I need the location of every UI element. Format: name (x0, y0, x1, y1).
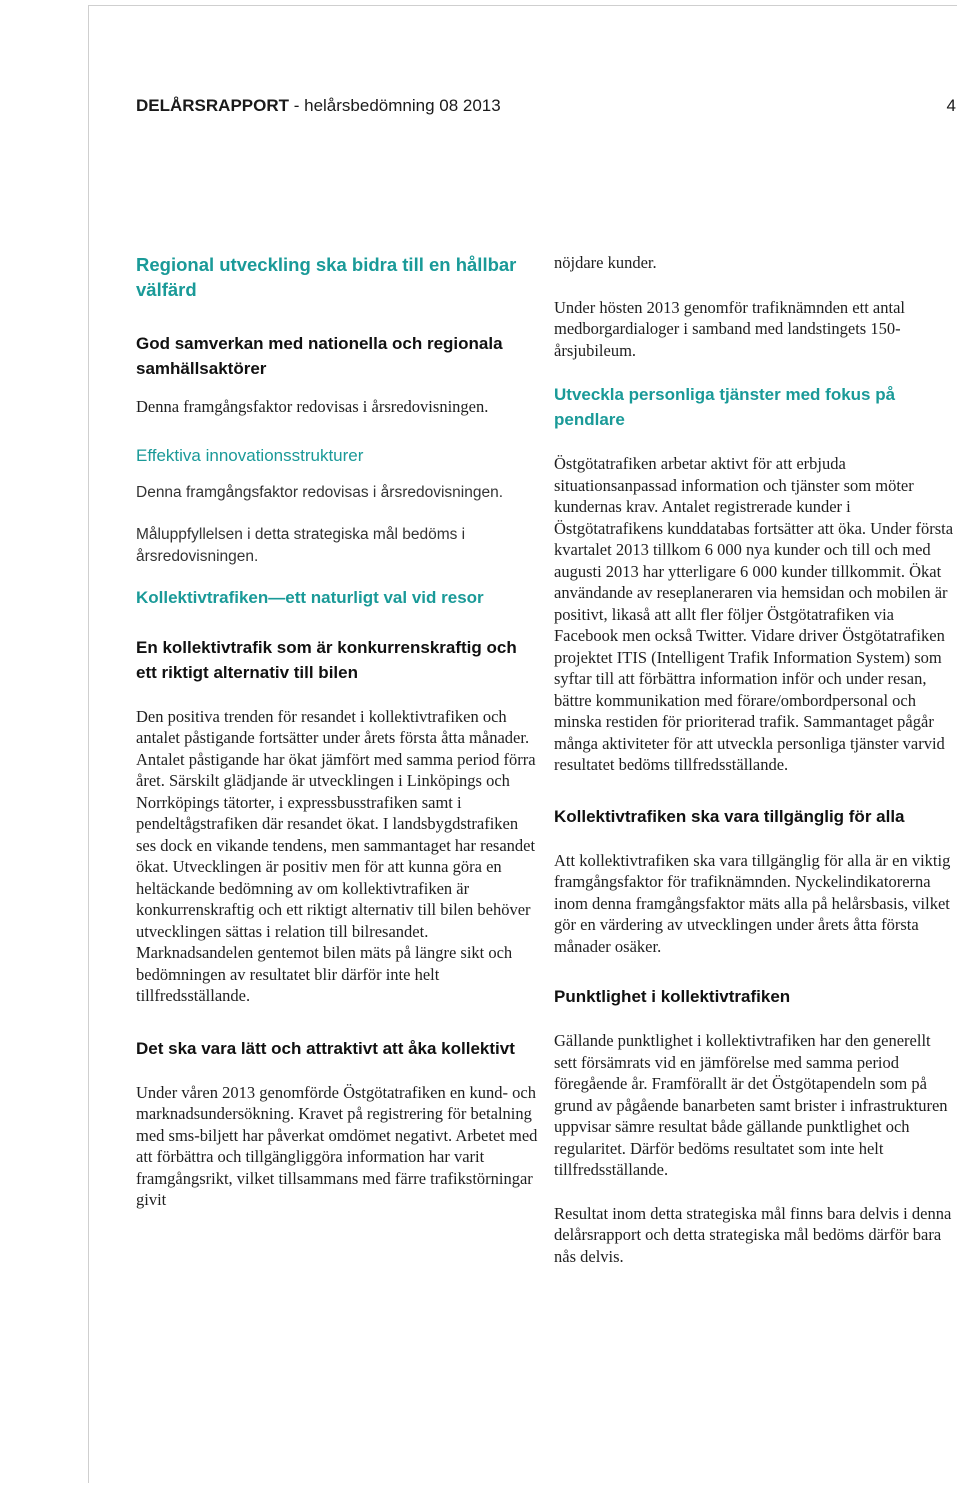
right-column (554, 252, 956, 1267)
paragraph-kund-och-marknadsundersokning: Under våren 2013 genomförde Östgötatrafiken en kund- och marknadsundersökning. Kravet på registrering för betalning med sms-biljett har påverkat omdömet negativt. Arbetet med att förbättra och tillgängliggöra information har varit framgångsrikt, vilket tillsammans med färre trafikstörningar givit (136, 1082, 538, 1209)
heading-kollektivtrafiken-naturligt-val: Kollektivtrafiken—ett naturligt val vid resor (136, 587, 484, 607)
paragraph-nojdare-kunder: nöjdare kunder. (554, 253, 657, 272)
heading-tillganglig-for-alla: Kollektivtrafiken ska vara tillgänglig för alla (554, 806, 905, 826)
paragraph-framgangsfaktor-1: Denna framgångsfaktor redovisas i årsredovisningen. (136, 397, 489, 416)
paragraph-framgangsfaktor-2: Denna framgångsfaktor redovisas i årsredovisningen. (136, 483, 504, 501)
heading-regional-utveckling: Regional utveckling ska bidra till en hållbar välfärd (136, 254, 517, 300)
paragraph-punktlighet: Gällande punktlighet i kollektivtrafiken har den generellt sett försämrats vid en jämförelse med samma period föregående år. Framförallt är det Östgötapendeln som på grund av pågående banarbeten samt brister i infrastrukturen uppvisar sämre resultat både gällande punktlighet och regularitet. Därför bedöms resultatet som inte helt tillfredsställande. (554, 1031, 948, 1179)
heading-punktlighet: Punktlighet i kollektivtrafiken (554, 987, 791, 1006)
paragraph-medborgardialoger: Under hösten 2013 genomför trafiknämnden ett antal medborgardialoger i samband med landstingets 150-årsjubileum. (554, 297, 905, 360)
heading-konkurrenskraftig: En kollektivtrafik som är konkurrenskraftig och ett riktigt alternativ till bilen (136, 637, 517, 682)
heading-latt-och-attraktivt: Det ska vara lätt och attraktivt att åka kollektivt (136, 1038, 515, 1058)
heading-effektiva-innovationsstrukturer: Effektiva innovationsstrukturer (136, 445, 364, 465)
heading-personliga-tjanster: Utveckla personliga tjänster med fokus på pendlare (554, 385, 896, 429)
page-number: 4 (946, 96, 956, 115)
paragraph-maluppfyllelse: Måluppfyllelsen i detta strategiska mål bedöms i årsredovisningen. (136, 525, 466, 565)
report-title (136, 96, 501, 115)
left-column (136, 252, 542, 1211)
report-title-bold: DELÅRSRAPPORT (136, 96, 290, 115)
paragraph-resultat-strategiskt-mal: Resultat inom detta strategiska mål finns bara delvis i denna delårsrapport och detta strategiska mål bedöms därför bara nås delvis. (554, 1203, 952, 1266)
heading-god-samverkan: God samverkan med nationella och regionala samhällsaktörer (136, 334, 503, 378)
page-header (136, 96, 960, 124)
report-title-rest: - helårsbedömning 08 2013 (289, 96, 501, 115)
paragraph-positiva-trenden: Den positiva trenden för resandet i kollektivtrafiken och antalet påstigande fortsätter under årets första åtta månader. Antalet påstigande har ökat jämfört med samma period förra året. Särskilt glädjande är utvecklingen i Linköpings och Norrköpings tätorter, i expressbusstrafiken samt i pendeltågstrafiken där resandet ökat. I landsbygdstrafiken ses dock en vikande tendens, men sammantaget har resandet ökat. Utvecklingen är positiv men för att kunna göra en heltäckande bedömning av om kollektivtrafiken är konkurrenskraftig och ett riktigt alternativ till bilen behöver utvecklingen sättas i relation till bilresandet. Marknadsandelen gentemot bilen mäts på längre sikt och bedömningen av resultatet blir därför inte helt tillfredsställande. (136, 706, 536, 1005)
paragraph-situationsanpassad-information: Östgötatrafiken arbetar aktivt för att erbjuda situationsanpassad information och tjänster som möter kundernas krav. Antalet registrerade kunder i Östgötatrafikens kunddatabas fortsätter att öka. Under första kvartalet 2013 tillkom 6 000 nya kunder och till och med augusti 2013 har ytterligare 6 000 kunder tillkommit. Ökat användande av reseplaneraren via hemsidan och mobilen är positivt, likaså att allt fler följer Östgötatrafiken via Facebook men också Twitter. Vidare driver Östgötatrafiken projektet ITIS (Intelligent Trafik Information System) som syftar till att förbättra information inför och under resan, bättre kommunikation med förare/ombordpersonal och minska restiden för prioriterad trafik. Sammantaget pågår många aktiviteter för att utveckla personliga tjänster varvid resultatet bedöms tillfredsställande. (554, 454, 954, 774)
paragraph-tillganglighet: Att kollektivtrafiken ska vara tillgänglig för alla är en viktig framgångsfaktor för trafiknämnden. Nyckelindikatorerna inom denna framgångsfaktor mäts alla på helårsbasis, vilket gör en värdering av utvecklingen under årets åtta första månader osäker. (554, 850, 951, 956)
